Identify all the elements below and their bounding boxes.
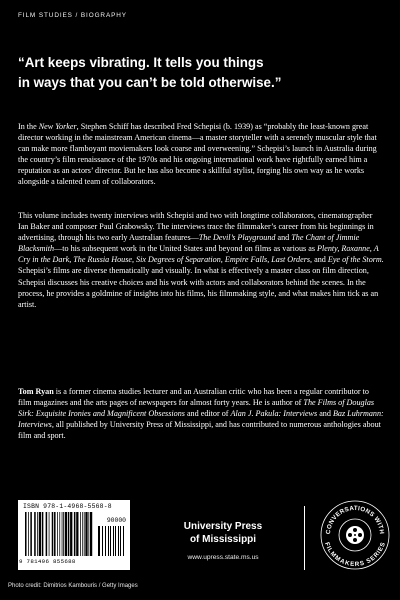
series-name-top: CONVERSATIONS WITH <box>324 504 386 535</box>
book-title: Alan J. Pakula: Interviews <box>230 409 318 419</box>
book-title: Baz Luhrmann: Interviews, <box>18 409 384 430</box>
photo-credit: Photo credit: Dimitrios Kambouris / Getty Images <box>8 583 138 589</box>
description-paragraph-2: This volume includes twenty interviews with Schepisi and two with longtime collaborators, cinematographer Ian Baker and composer Paul Grabowsky. The interviews trace the filmmaker’s career from his beginnings in advertising, through his two early Australian features—The Devil’s Playground and The Chant of Jimmie Blacksmith—to his subsequent work in the United States and beyond on films as various as Plenty, Roxanne, A Cry in the Dark, The Russia House, Six Degrees of Separation, Empire Falls, Last Orders, and Eye of the Storm. Schepisi’s films are diverse thematically and visually. In what is effectively a master class on film direction, Schepisi discusses his creative choices and his work with actors and collaborators behind the scenes. In the process, he provides a goldmine of insights into his films, his filmmaking style, and what makes him tick as an artist. <box>18 211 384 309</box>
publication-title: New Yorker <box>38 122 77 131</box>
price-code: 90000 <box>106 517 126 524</box>
pull-quote-line-2: in ways that you can’t be told otherwise.” <box>18 75 282 90</box>
publisher-block <box>148 520 298 561</box>
barcode-bars <box>25 512 93 556</box>
pull-quote <box>18 53 386 93</box>
film-reel-icon <box>346 526 364 544</box>
description-paragraph-1: In the New Yorker, Stephen Schiff has described Fred Schepisi (b. 1939) as “probably the least-known great director working in the mainstream American cinema—a master storyteller with a serenely muscular style that can make more flamboyant moviemakers look coarse and overweening.” Schepisi’s launch in Australia during the country’s film renaissance of the 1970s and his ongoing international work have rightfully earned him a reputation as an actors’ director. But he has also become a skillful stylist, forging his own way as he works alongside a talented team of collaborators. <box>18 122 377 187</box>
series-seal-logo <box>318 498 392 572</box>
author-bio: Tom Ryan is a former cinema studies lecturer and an Australian critic who has been a regular contributor to film magazines and the arts pages of newspapers for almost forty years. He is author of The Films of Douglas Sirk: Exquisite Ironies and Magnificent Obsessions and editor of Alan J. Pakula: Interviews and Baz Luhrmann: Interviews, all published by University Press of Mississippi, and has contributed to numerous anthologies about film and sport. <box>18 387 384 441</box>
publisher-url: www.upress.state.ms.us <box>187 554 259 561</box>
book-title: The Films of Douglas Sirk: Exquisite Ironies and Magnificent Obsessions <box>18 398 375 419</box>
isbn-label: ISBN 978-1-4968-5568-8 <box>23 503 112 510</box>
vertical-divider <box>304 506 305 570</box>
isbn-barcode <box>18 500 130 570</box>
addon-barcode-bars <box>98 526 125 556</box>
publisher-name-line-2: of Mississippi <box>189 534 257 545</box>
series-name-bottom: FILMMAKERS SERIES <box>323 541 387 569</box>
film-title: The Devil’s Playground <box>198 233 276 243</box>
film-title: Eye of the Storm. <box>327 255 384 265</box>
category-label: FILM STUDIES / BIOGRAPHY <box>18 12 127 19</box>
author-name: Tom Ryan <box>18 387 54 396</box>
film-title-list: Plenty, Roxanne, A Cry in the Dark, The Russia House, Six Degrees of Separation, Empire Falls, Last Orders, <box>18 244 379 265</box>
svg-text:FILMMAKERS SERIES <box>323 541 387 568</box>
film-title: The Chant of Jimmie Blacksmith <box>18 233 360 254</box>
publisher-name-line-1: University Press <box>183 521 263 532</box>
pull-quote-line-1: “Art keeps vibrating. It tells you things <box>18 55 264 70</box>
barcode-number: 9 781496 855688 <box>19 558 76 565</box>
